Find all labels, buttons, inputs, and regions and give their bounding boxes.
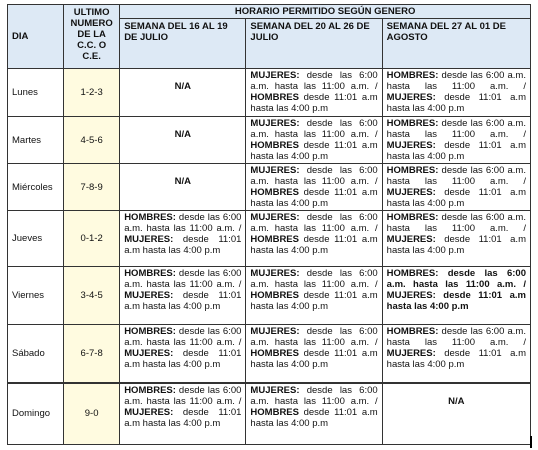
schedule-table bbox=[7, 4, 531, 445]
numero-cell: 6-7-8 bbox=[64, 325, 120, 383]
header-ultimo-line2: NUMERO DE LA bbox=[70, 18, 113, 40]
gender-label: HOMBRES bbox=[250, 348, 299, 359]
schedule-text: desde 11:01 a.m hasta las 4:00 p.m bbox=[124, 406, 242, 429]
semana-2-cell bbox=[246, 69, 382, 117]
gender-label: HOMBRES bbox=[250, 187, 299, 198]
schedule-text: desde las 6:00 a.m. hasta las 11:00 a.m. / bbox=[124, 326, 242, 348]
semana-1-cell bbox=[120, 211, 246, 267]
schedule-text: desde las 6:00 a.m. hasta las 11:00 a.m. / bbox=[124, 212, 242, 234]
schedule-text: desde 11:01 a.m hasta las 4:00 p.m bbox=[386, 140, 526, 162]
day-cell: Miércoles bbox=[8, 164, 64, 211]
semana-2-cell bbox=[246, 383, 382, 445]
table-row bbox=[8, 267, 531, 325]
semana-3-cell bbox=[382, 267, 530, 325]
schedule-text: desde 11:01 a.m hasta las 4:00 p.m bbox=[386, 290, 526, 312]
schedule-text: desde las 6:00 a.m. hasta las 11:00 a.m. / bbox=[386, 118, 526, 140]
schedule-text: desde 11:01 a.m hasta las 4:00 p.m bbox=[386, 348, 526, 370]
semana-2-cell bbox=[246, 211, 382, 267]
gender-label: HOMBRES: bbox=[124, 268, 176, 279]
table-row bbox=[8, 69, 531, 117]
schedule-text: desde las 6:00 a.m. hasta las 11:00 a.m. / bbox=[250, 165, 378, 187]
semana-1-cell: N/A bbox=[120, 69, 246, 117]
schedule-text: desde las 6:00 a.m. hasta las 11:00 a.m. / bbox=[386, 268, 526, 290]
schedule-text: desde las 6:00 a.m. hasta las 11:00 a.m. / bbox=[386, 70, 526, 92]
schedule-text: desde 11:01 a.m hasta las 4:00 p.m bbox=[250, 140, 378, 162]
gender-label: MUJERES: bbox=[250, 118, 300, 129]
gender-label: HOMBRES: bbox=[386, 268, 439, 279]
table-row bbox=[8, 383, 531, 445]
gender-label: MUJERES: bbox=[386, 348, 436, 359]
schedule-text: desde 11:01 a.m hasta las 4:00 p.m bbox=[124, 348, 242, 370]
schedule-text: desde las 6:00 a.m. hasta las 11:00 a.m. / bbox=[250, 70, 378, 92]
gender-label: HOMBRES: bbox=[124, 212, 176, 223]
numero-cell: 0-1-2 bbox=[64, 211, 120, 267]
gender-label: MUJERES: bbox=[386, 290, 436, 301]
semana-1-cell bbox=[120, 325, 246, 383]
schedule-text: desde las 6:00 a.m. hasta las 11:00 a.m. / bbox=[250, 384, 378, 407]
semana-1-cell: N/A bbox=[120, 164, 246, 211]
schedule-text: desde 11:01 a.m hasta las 4:00 p.m bbox=[386, 234, 526, 256]
schedule-text: desde las 6:00 a.m. hasta las 11:00 a.m. / bbox=[250, 212, 378, 234]
table-row bbox=[8, 325, 531, 383]
semana-3-cell bbox=[382, 211, 530, 267]
numero-cell: 9-0 bbox=[64, 383, 120, 445]
gender-label: HOMBRES: bbox=[124, 326, 176, 337]
day-cell: Domingo bbox=[8, 383, 64, 445]
semana-3-cell bbox=[382, 69, 530, 117]
table-row bbox=[8, 117, 531, 164]
schedule-text: desde 11:01 a.m hasta las 4:00 p.m bbox=[386, 92, 526, 114]
gender-label: HOMBRES: bbox=[386, 165, 439, 176]
schedule-text: desde 11:01 a.m hasta las 4:00 p.m bbox=[250, 348, 378, 370]
numero-cell: 7-8-9 bbox=[64, 164, 120, 211]
header-ultimo-numero bbox=[64, 5, 120, 69]
semana-2-cell bbox=[246, 325, 382, 383]
header-semana-2: SEMANA DEL 20 AL 26 DE JULIO bbox=[246, 19, 382, 69]
gender-label: HOMBRES bbox=[250, 140, 299, 151]
gender-label: MUJERES: bbox=[250, 268, 300, 279]
gender-label: MUJERES: bbox=[386, 187, 436, 198]
semana-2-cell bbox=[246, 267, 382, 325]
gender-label: MUJERES: bbox=[386, 92, 436, 103]
gender-label: HOMBRES bbox=[250, 92, 299, 103]
schedule-text: desde 11:01 a.m hasta las 4:00 p.m bbox=[124, 234, 242, 256]
numero-cell: 4-5-6 bbox=[64, 117, 120, 164]
schedule-text: desde las 6:00 a.m. hasta las 11:00 a.m. / bbox=[250, 326, 378, 348]
header-semana-1: SEMANA DEL 16 AL 19 DE JULIO bbox=[120, 19, 246, 69]
gender-label: HOMBRES bbox=[250, 234, 299, 245]
schedule-text: desde 11:01 a.m hasta las 4:00 p.m bbox=[250, 290, 378, 312]
gender-label: MUJERES: bbox=[124, 406, 174, 418]
semana-1-cell bbox=[120, 383, 246, 445]
schedule-text: desde 11:01 a.m hasta las 4:00 p.m bbox=[386, 187, 526, 209]
semana-2-cell bbox=[246, 164, 382, 211]
header-ultimo-line4: C.E. bbox=[82, 51, 101, 62]
gender-label: MUJERES: bbox=[250, 384, 300, 396]
day-cell: Jueves bbox=[8, 211, 64, 267]
semana-1-cell bbox=[120, 267, 246, 325]
schedule-text: desde 11:01 a.m hasta las 4:00 p.m bbox=[124, 290, 242, 312]
gender-label: MUJERES: bbox=[250, 212, 300, 223]
gender-label: MUJERES: bbox=[250, 165, 300, 176]
schedule-text: desde las 6:00 a.m. hasta las 11:00 a.m. / bbox=[124, 384, 242, 407]
semana-3-cell bbox=[382, 117, 530, 164]
gender-label: HOMBRES bbox=[250, 290, 299, 301]
header-horario: HORARIO PERMITIDO SEGÚN GENERO bbox=[120, 5, 531, 19]
gender-label: HOMBRES: bbox=[386, 326, 439, 337]
gender-label: MUJERES: bbox=[124, 348, 174, 359]
semana-3-cell bbox=[382, 325, 530, 383]
gender-label: HOMBRES: bbox=[124, 384, 176, 396]
gender-label: MUJERES: bbox=[124, 234, 174, 245]
gender-label: MUJERES: bbox=[124, 290, 174, 301]
schedule-text: desde 11:01 a.m hasta las 4:00 p.m bbox=[250, 406, 378, 429]
day-cell: Lunes bbox=[8, 69, 64, 117]
schedule-text: desde las 6:00 a.m. hasta las 11:00 a.m. / bbox=[386, 212, 526, 234]
day-cell: Viernes bbox=[8, 267, 64, 325]
gender-label: MUJERES: bbox=[250, 326, 300, 337]
schedule-text: desde 11:01 a.m hasta las 4:00 p.m bbox=[250, 92, 378, 114]
semana-3-cell bbox=[382, 164, 530, 211]
header-ultimo-line1: ULTIMO bbox=[73, 7, 110, 18]
schedule-rows bbox=[8, 69, 531, 445]
day-cell: Martes bbox=[8, 117, 64, 164]
gender-label: HOMBRES: bbox=[386, 212, 439, 223]
numero-cell: 1-2-3 bbox=[64, 69, 120, 117]
schedule-text: desde las 6:00 a.m. hasta las 11:00 a.m. / bbox=[386, 326, 526, 348]
schedule-text: desde las 6:00 a.m. hasta las 11:00 a.m. / bbox=[250, 268, 378, 290]
gender-label: HOMBRES bbox=[250, 406, 299, 418]
header-ultimo-line3: C.C. O bbox=[77, 40, 107, 51]
edge-mark bbox=[530, 436, 532, 448]
header-semana-3: SEMANA DEL 27 AL 01 DE AGOSTO bbox=[382, 19, 530, 69]
schedule-text: desde 11:01 a.m hasta las 4:00 p.m bbox=[250, 234, 378, 256]
semana-1-cell: N/A bbox=[120, 117, 246, 164]
header-dia: DIA bbox=[8, 5, 64, 69]
gender-label: HOMBRES: bbox=[386, 70, 439, 81]
semana-2-cell bbox=[246, 117, 382, 164]
day-cell: Sábado bbox=[8, 325, 64, 383]
table-row bbox=[8, 164, 531, 211]
gender-label: MUJERES: bbox=[386, 234, 436, 245]
schedule-text: desde las 6:00 a.m. hasta las 11:00 a.m. / bbox=[124, 268, 242, 290]
gender-label: HOMBRES: bbox=[386, 118, 439, 129]
gender-label: MUJERES: bbox=[250, 70, 300, 81]
gender-label: MUJERES: bbox=[386, 140, 436, 151]
schedule-text: desde las 6:00 a.m. hasta las 11:00 a.m. / bbox=[386, 165, 526, 187]
numero-cell: 3-4-5 bbox=[64, 267, 120, 325]
schedule-text: desde 11:01 a.m hasta las 4:00 p.m bbox=[250, 187, 378, 209]
semana-3-cell: N/A bbox=[382, 383, 530, 445]
table-row bbox=[8, 211, 531, 267]
schedule-text: desde las 6:00 a.m. hasta las 11:00 a.m. / bbox=[250, 118, 378, 140]
